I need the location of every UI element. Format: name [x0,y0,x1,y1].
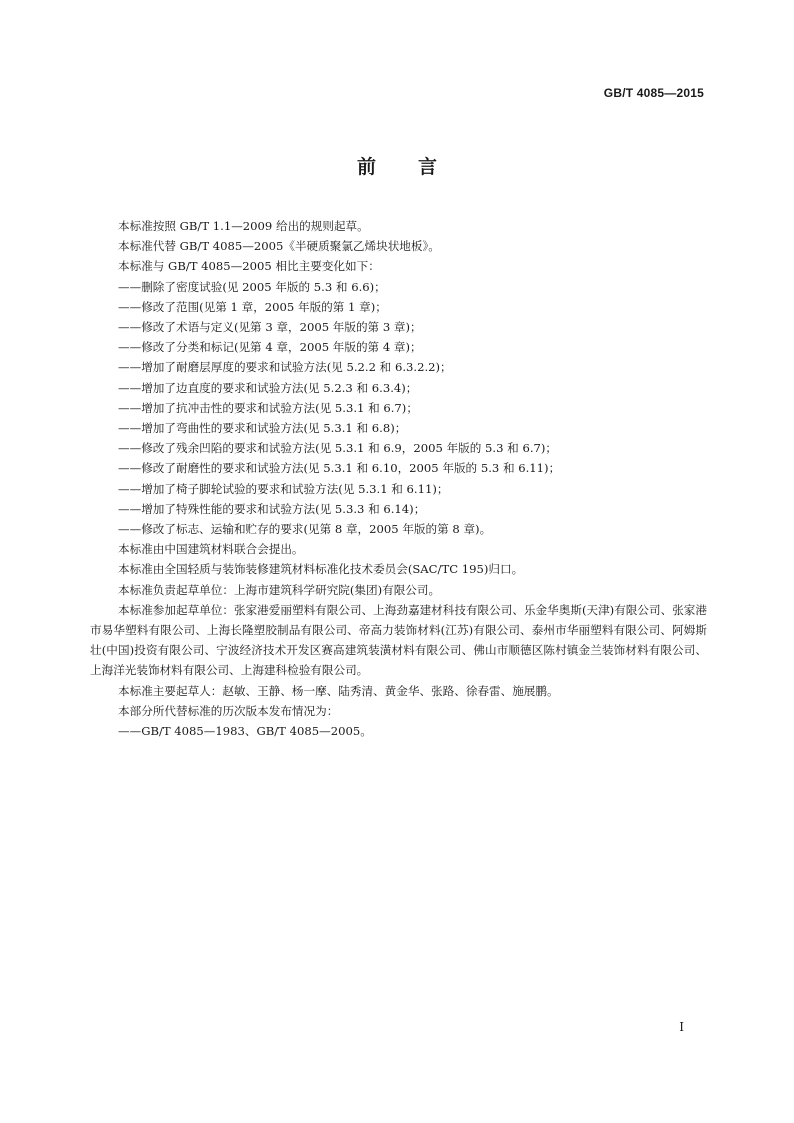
change-item: ——修改了范围(见第 1 章，2005 年版的第 1 章)； [118,299,387,314]
paragraph-drafting-rules: 本标准按照 GB/T 1.1—2009 给出的规则起草。 [118,219,369,233]
foreword-body [90,216,707,741]
change-item: ——修改了分类和标记(见第 4 章，2005 年版的第 4 章)； [118,340,422,355]
paragraph-under-jurisdiction: 本标准由全国轻质与装饰装修建筑材料标准化技术委员会(SAC/TC 195)归口。 [118,562,524,577]
change-item: ——增加了弯曲性的要求和试验方法(见 5.3.1 和 6.8)； [118,421,407,436]
change-item: ——增加了抗冲击性的要求和试验方法(见 5.3.1 和 6.7)； [118,400,418,415]
change-item: ——增加了边直度的要求和试验方法(见 5.2.3 和 6.3.4)； [118,380,418,395]
page-number: I [679,1020,684,1034]
paragraph-changes-intro: 本标准与 GB/T 4085—2005 相比主要变化如下： [118,259,380,274]
paragraph-history-intro: 本部分所代替标准的历次版本发布情况为： [118,703,339,718]
change-item: ——修改了标志、运输和贮存的要求(见第 8 章，2005 年版的第 8 章)。 [118,522,492,537]
page-title: 前言 [356,156,479,178]
paragraph-proposed-by: 本标准由中国建筑材料联合会提出。 [118,542,304,557]
change-item: ——删除了密度试验(见 2005 年版的 5.3 和 6.6)； [118,279,386,294]
standard-code: GB/T 4085—2015 [603,86,704,100]
history-item: ——GB/T 4085—1983、GB/T 4085—2005。 [118,724,372,739]
paragraph-main-drafters: 本标准主要起草人：赵敏、王静、杨一摩、陆秀清、黄金华、张路、徐春雷、施展鹏。 [118,683,559,698]
paragraph-replaces: 本标准代替 GB/T 4085—2005《半硬质聚氯乙烯块状地板》。 [118,239,440,254]
change-item: ——修改了术语与定义(见第 3 章，2005 年版的第 3 章)； [118,320,422,335]
paragraph-participating-drafters: 本标准参加起草单位：张家港爱丽塑料有限公司、上海劲嘉建材科技有限公司、乐金华奥斯(天津)有限公司、张家港市易华塑料有限公司、上海长隆塑胶制品有限公司、帝高力装饰材料(江苏)有限公司、泰州市华丽塑料有限公司、阿姆斯壮(中国)投资有限公司、宁波经济技术开发区赛高建筑装潢材料有限公司、佛山市顺德区陈村镇金兰装饰材料有限公司、上海洋光装饰材料有限公司、上海建科检验有限公司。 [90,602,707,678]
change-item: ——修改了耐磨性的要求和试验方法(见 5.3.1 和 6.10，2005 年版的 5.3 和 6.11)； [118,461,561,476]
paragraph-lead-drafter: 本标准负责起草单位：上海市建筑科学研究院(集团)有限公司。 [118,582,441,597]
change-item: ——增加了耐磨层厚度的要求和试验方法(见 5.2.2 和 6.3.2.2)； [118,360,452,375]
change-item: ——增加了椅子脚轮试验的要求和试验方法(见 5.3.1 和 6.11)； [118,481,449,496]
change-item: ——修改了残余凹陷的要求和试验方法(见 5.3.1 和 6.9，2005 年版的 5.3 和 6.7)； [118,441,558,456]
changes-list [90,277,707,540]
change-item: ——增加了特殊性能的要求和试验方法(见 5.3.3 和 6.14)； [118,501,426,516]
